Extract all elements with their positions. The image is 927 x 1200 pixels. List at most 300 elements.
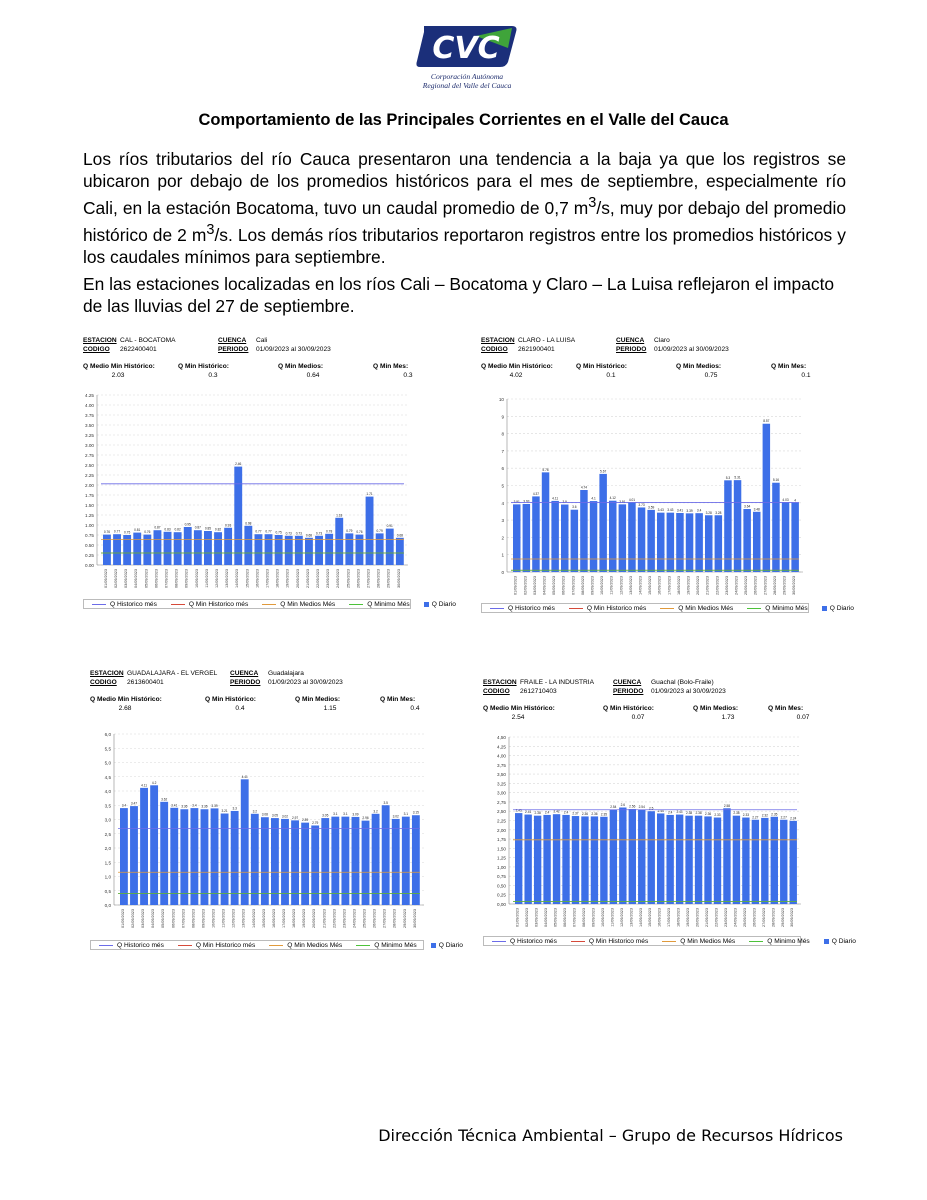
bar [542, 472, 549, 572]
x-tick-label: 18/09/2023 [292, 909, 297, 929]
legend-item [569, 605, 646, 612]
legend-item [92, 601, 157, 608]
meta-row-codigo [90, 679, 390, 688]
stat-q-min-historico [576, 363, 666, 379]
meta-value: CLARO - LA LUISA [518, 337, 576, 344]
x-tick-label: 29/09/2023 [402, 909, 407, 929]
legend-label: Q Min Medios Més [680, 937, 736, 945]
meta-value: 2612710403 [520, 688, 557, 695]
meta-label: PERIODO [218, 346, 249, 353]
bar-value-label: 3.02 [281, 814, 289, 819]
bar-value-label: 3.05 [271, 813, 279, 818]
x-tick-label: 23/09/2023 [342, 909, 347, 929]
bar [715, 515, 722, 572]
bar [791, 503, 798, 572]
x-tick-label: 03/09/2023 [141, 909, 146, 929]
x-tick-label: 05/09/2023 [144, 569, 149, 589]
bar-value-label: 2.89 [302, 818, 309, 823]
bar [402, 817, 410, 905]
y-tick-label: 0.50 [85, 543, 94, 548]
x-tick-label: 07/09/2023 [164, 569, 169, 589]
legend-item [747, 605, 808, 612]
x-tick-label: 12/09/2023 [231, 909, 236, 929]
x-tick-label: 11/09/2023 [610, 908, 615, 927]
legend-label: Q Min Historico més [188, 600, 249, 608]
bar-value-label: 3.36 [201, 804, 208, 809]
x-tick-label: 02/09/2023 [525, 908, 530, 928]
x-tick-label: 12/09/2023 [619, 576, 624, 596]
bar [591, 816, 598, 904]
x-tick-label: 08/09/2023 [174, 569, 179, 589]
station-meta [90, 670, 390, 688]
bar [752, 820, 759, 904]
meta-row-estacion [90, 670, 390, 679]
legend-swatch-line [92, 604, 106, 605]
bar [742, 818, 749, 904]
bar-value-label: 0.73 [315, 531, 323, 536]
x-tick-label: 25/09/2023 [346, 569, 351, 589]
y-tick-label: 3,0 [104, 817, 111, 823]
bar [174, 532, 182, 565]
document-title: Comportamiento de las Principales Corrientes en el Valle del Cauca [198, 111, 729, 129]
x-tick-label: 06/09/2023 [154, 569, 159, 589]
bar-value-label: 2.32 [761, 813, 768, 818]
y-tick-label: 1,5 [104, 860, 111, 866]
stat-value: 0.1 [606, 372, 616, 379]
bar-value-label: 2.36 [704, 811, 712, 816]
stat-value: 0.07 [631, 714, 645, 721]
bar-value-label: 0.77 [265, 529, 272, 534]
paragraph-2: En las estaciones localizadas en los ríos Cali – Bocatoma y Claro – La Luisa reflejaron el impacto de las lluvias del 27 de septiembre. [83, 274, 835, 316]
daily-flow-chart [483, 731, 805, 936]
bar-value-label: 0.78 [326, 529, 333, 534]
bar [724, 480, 731, 572]
bar [648, 811, 655, 904]
bar [345, 533, 353, 565]
bar [686, 513, 693, 572]
x-tick-label: 12/09/2023 [619, 908, 624, 928]
y-tick-label: 2,5 [104, 831, 111, 837]
legend-label: Q Historico més [110, 600, 157, 608]
stat-q-min-mes [373, 363, 463, 379]
x-tick-label: 06/09/2023 [171, 909, 176, 929]
x-tick-label: 14/09/2023 [235, 569, 240, 589]
meta-value: Guachal (Bolo-Fraile) [651, 679, 714, 686]
x-tick-label: 22/09/2023 [316, 569, 321, 589]
y-tick-label: 9 [501, 414, 504, 420]
bar-value-label: 3.39 [211, 803, 218, 808]
stat-label: Q Min Medios: [693, 705, 739, 712]
bar-value-label: 0.82 [174, 527, 181, 532]
bar-value-label: 3.21 [221, 809, 228, 814]
stat-q-medio-min-historico [83, 363, 173, 379]
bar [113, 534, 121, 565]
bar [581, 816, 588, 904]
bar [170, 808, 178, 905]
bar [241, 779, 249, 905]
legend-label: Q Minimo Més [767, 937, 810, 945]
y-tick-label: 2.25 [85, 473, 94, 478]
y-tick-label: 1 [501, 552, 504, 558]
stat-label: Q Medio Min Histórico: [481, 363, 553, 370]
bar [733, 816, 740, 904]
stat-label: Q Min Histórico: [603, 705, 654, 712]
stat-q-min-mes [768, 705, 858, 721]
y-tick-label: 5,0 [104, 760, 111, 766]
y-tick-label: 3,00 [497, 790, 506, 796]
station-panel-guadalajara [90, 670, 463, 955]
bar-value-label: 1.18 [336, 513, 343, 518]
bar [265, 534, 273, 565]
bar-value-label: 0.76 [356, 530, 363, 535]
y-tick-label: 7 [501, 448, 504, 454]
bar [524, 815, 531, 904]
legend-item [749, 938, 810, 945]
x-tick-label: 05/09/2023 [553, 908, 558, 928]
y-tick-label: 0.25 [85, 553, 94, 558]
y-tick-label: 1.25 [85, 513, 94, 518]
x-tick-label: 11/09/2023 [221, 909, 226, 928]
bar [271, 818, 279, 905]
x-tick-label: 10/09/2023 [600, 908, 605, 928]
bar [534, 816, 541, 904]
x-tick-label: 01/09/2023 [120, 909, 125, 929]
y-tick-label: 2,25 [497, 818, 506, 824]
stat-value: 1.73 [721, 714, 735, 721]
bar [590, 501, 597, 572]
y-tick-label: 1,0 [104, 874, 111, 880]
bar [234, 467, 242, 565]
x-tick-label: 19/09/2023 [686, 576, 691, 596]
bar-value-label: 0.79 [376, 528, 383, 533]
bar [150, 785, 158, 905]
bar [341, 817, 349, 905]
legend-swatch-line [747, 608, 761, 609]
bar-value-label: 0.73 [285, 531, 292, 536]
legend-label: Q Diario [829, 604, 854, 612]
x-tick-label: 30/09/2023 [412, 909, 417, 929]
bar-value-label: 3.41 [676, 508, 684, 513]
bar [362, 821, 370, 905]
bar-value-label: 0.76 [103, 530, 111, 535]
bar-value-label: 5.31 [734, 475, 741, 480]
x-tick-label: 23/09/2023 [326, 569, 331, 589]
bar-value-label: 3.28 [715, 510, 722, 515]
bar [285, 536, 293, 565]
x-tick-label: 22/09/2023 [715, 576, 720, 596]
legend-swatch-line [749, 941, 763, 942]
bar [190, 808, 198, 905]
x-tick-label: 21/09/2023 [705, 908, 710, 928]
bar [382, 805, 390, 905]
meta-label: ESTACION [83, 337, 117, 344]
bar-value-label: 4.2 [151, 780, 157, 785]
bar-value-label: 3.9 [562, 500, 567, 505]
x-tick-label: 15/09/2023 [261, 909, 266, 929]
y-tick-label: 3.50 [85, 423, 94, 428]
meta-label: CODIGO [90, 679, 117, 686]
legend-label: Q Historico més [510, 937, 557, 945]
stat-label: Q Min Mes: [373, 363, 409, 370]
bar [600, 817, 607, 904]
bar-value-label: 3.73 [638, 502, 645, 507]
bar [780, 820, 787, 904]
x-tick-label: 14/09/2023 [638, 908, 643, 928]
x-tick-label: 18/09/2023 [676, 576, 681, 596]
bar-value-label: 3.4 [121, 803, 127, 808]
x-tick-label: 24/09/2023 [734, 576, 739, 596]
x-tick-label: 09/09/2023 [184, 569, 189, 589]
daily-flow-chart [481, 389, 807, 619]
bar [532, 496, 539, 572]
x-tick-label: 25/09/2023 [742, 908, 747, 928]
x-tick-label: 27/09/2023 [366, 569, 371, 589]
stat-label: Q Min Medios: [676, 363, 722, 370]
bar-value-label: 2.36 [591, 811, 598, 816]
bar [301, 823, 309, 905]
legend-item [171, 601, 248, 608]
bar-value-label: 0.87 [154, 525, 161, 530]
legend-item [824, 938, 856, 945]
y-tick-label: 4,0 [104, 789, 111, 794]
stat-label: Q Min Histórico: [576, 363, 627, 370]
bar-value-label: 4.12 [609, 496, 616, 501]
bar-value-label: 0.98 [245, 521, 252, 526]
stat-value: 0.64 [306, 372, 320, 379]
x-tick-label: 28/09/2023 [772, 576, 777, 596]
y-tick-label: 3.25 [85, 433, 94, 438]
meta-label: ESTACION [90, 670, 124, 677]
legend-label: Q Diario [438, 941, 463, 949]
stat-value: 0.3 [403, 372, 413, 379]
x-tick-label: 13/09/2023 [241, 909, 246, 929]
x-tick-label: 08/09/2023 [191, 909, 196, 929]
bar [120, 808, 128, 905]
x-tick-label: 19/09/2023 [302, 909, 307, 929]
y-tick-label: 1,25 [497, 855, 506, 861]
x-tick-label: 19/09/2023 [686, 908, 691, 928]
legend-swatch-box [822, 606, 827, 611]
bar-value-label: 3.91 [513, 499, 520, 504]
legend-item [660, 605, 733, 612]
stat-label: Q Min Medios: [295, 696, 341, 703]
y-tick-label: 0,50 [497, 883, 506, 889]
bar-value-label: 0.83 [164, 527, 171, 532]
station-panel-claro [481, 337, 854, 617]
x-tick-label: 29/09/2023 [780, 908, 785, 928]
legend-label: Q Minimo Més [374, 941, 417, 949]
bar [714, 818, 721, 904]
meta-row-estacion [483, 679, 783, 688]
bar [376, 533, 384, 565]
x-tick-label: 26/09/2023 [752, 908, 757, 928]
bar [211, 808, 219, 905]
legend-swatch-line [356, 945, 370, 946]
stat-q-min-historico [603, 705, 693, 721]
y-tick-label: 3.75 [85, 413, 94, 418]
bar [761, 818, 768, 904]
y-tick-label: 0,0 [104, 903, 111, 908]
bar [763, 424, 770, 572]
bar-value-label: 3.4 [192, 803, 197, 808]
bar-value-label: 2.44 [657, 808, 664, 813]
daily-flow-chart [90, 726, 428, 940]
stat-q-medio-min-historico [483, 705, 573, 721]
legend-label: Q Minimo Més [367, 600, 410, 608]
station-meta [83, 337, 383, 355]
y-tick-label: 1,75 [497, 837, 506, 843]
chart-legend [83, 599, 456, 609]
bar [571, 510, 578, 572]
y-tick-label: 2,0 [104, 846, 111, 851]
bar-value-label: 2.97 [291, 815, 299, 820]
bar [180, 809, 188, 905]
bar [619, 808, 626, 904]
x-tick-label: 03/09/2023 [534, 908, 539, 928]
stat-label: Q Medio Min Histórico: [90, 696, 162, 703]
bar-value-label: 2.38 [695, 811, 702, 816]
legend-swatch-box [824, 939, 829, 944]
bar-value-label: 0.85 [204, 526, 212, 531]
stat-label: Q Min Histórico: [178, 363, 229, 370]
bar [325, 534, 333, 565]
x-tick-label: 29/09/2023 [782, 576, 787, 596]
stat-label: Q Min Mes: [768, 705, 804, 712]
legend-swatch-line [492, 941, 506, 942]
x-tick-label: 24/09/2023 [733, 908, 738, 928]
bar [638, 810, 645, 904]
bar [224, 528, 232, 565]
bar [647, 510, 654, 572]
stat-value: 0.75 [704, 372, 718, 379]
x-tick-label: 30/09/2023 [396, 569, 401, 589]
meta-label: CUENCA [616, 337, 645, 344]
meta-row-codigo [483, 688, 783, 697]
bar-value-label: 4.01 [628, 498, 636, 503]
bar-value-label: 0.73 [295, 531, 302, 536]
bar-value-label: 2.54 [610, 805, 617, 810]
bar [619, 504, 626, 572]
bar-value-label: 3.6 [572, 505, 577, 510]
y-tick-label: 0.00 [85, 563, 94, 568]
bar [561, 505, 568, 572]
legend-swatch-line [178, 945, 192, 946]
meta-label: PERIODO [616, 346, 647, 353]
x-tick-label: 09/09/2023 [591, 908, 596, 928]
stat-value: 4.02 [509, 372, 523, 379]
y-tick-label: 3.00 [85, 443, 94, 448]
bar [201, 809, 209, 905]
bar [723, 808, 730, 904]
bar [194, 530, 202, 565]
legend-item [356, 942, 417, 949]
legend-item [571, 938, 648, 945]
bar [599, 474, 606, 572]
stat-q-min-medios [676, 363, 766, 379]
station-stats [83, 363, 413, 381]
chart-legend [481, 603, 854, 613]
x-tick-label: 30/09/2023 [790, 908, 795, 928]
station-stats [483, 705, 810, 723]
y-tick-label: 1,50 [497, 846, 506, 852]
x-tick-label: 27/09/2023 [382, 909, 387, 929]
bar-value-label: 2.38 [534, 811, 541, 816]
station-panel-cali [83, 337, 456, 617]
bar [396, 538, 404, 565]
meta-value: Cali [256, 337, 268, 344]
bar-value-label: 3.1 [333, 812, 338, 817]
x-tick-label: 08/09/2023 [581, 908, 586, 928]
bar [311, 825, 319, 905]
bar [130, 806, 138, 905]
x-tick-label: 15/09/2023 [648, 576, 653, 596]
logo-subtitle-2: Regional del Valle del Cauca [422, 81, 512, 90]
bar-value-label: 5.3 [725, 475, 731, 480]
legend-label: Q Min Medios Més [280, 600, 336, 608]
bar-value-label: 0.82 [214, 527, 222, 532]
x-tick-label: 02/09/2023 [523, 576, 528, 596]
x-tick-label: 22/09/2023 [332, 909, 337, 929]
x-tick-label: 01/09/2023 [515, 908, 520, 928]
bar-value-label: 2.6 [620, 803, 626, 808]
bar [366, 497, 374, 565]
bar-value-label: 2.37 [572, 811, 579, 816]
y-tick-label: 4,00 [497, 753, 506, 759]
bar-value-label: 5.67 [600, 469, 607, 474]
bar-value-label: 3.43 [657, 508, 664, 513]
legend-label: Q Diario [831, 937, 856, 945]
stat-q-min-mes [380, 696, 470, 712]
bar-value-label: 4.11 [141, 783, 148, 788]
station-stats [481, 363, 811, 381]
meta-value: 2621900401 [518, 346, 555, 353]
x-tick-label: 14/09/2023 [251, 909, 256, 929]
bar-value-label: 2.96 [362, 816, 369, 821]
bar-value-label: 2.38 [733, 811, 740, 816]
bar [133, 533, 141, 565]
bar-value-label: 4.37 [532, 491, 540, 496]
bar-value-label: 2.5 [649, 806, 654, 811]
bar-value-label: 2.45 [515, 808, 522, 813]
y-tick-label: 6 [501, 466, 504, 472]
x-tick-label: 18/09/2023 [275, 569, 280, 589]
x-tick-label: 28/09/2023 [771, 908, 776, 928]
meta-value: 01/09/2023 al 30/09/2023 [256, 346, 331, 353]
legend-swatch-line [569, 608, 583, 609]
bar-value-label: 2.54 [638, 805, 645, 810]
bar [685, 816, 692, 904]
bar-value-label: 3.1 [343, 812, 348, 817]
y-tick-label: 1.00 [85, 523, 94, 528]
meta-value: GUADALAJARA - EL VERGEL [127, 670, 218, 677]
bar-value-label: 1.71 [366, 492, 373, 497]
station-meta [481, 337, 781, 355]
bar [695, 513, 702, 572]
stat-value: 2.54 [511, 714, 525, 721]
legend-label: Q Historico més [117, 941, 164, 949]
bar-value-label: 0.68 [396, 533, 403, 538]
bar [513, 504, 520, 572]
stat-value: 0.4 [410, 705, 420, 712]
x-tick-label: 24/09/2023 [336, 569, 341, 589]
bar-value-label: 3.4 [696, 508, 702, 513]
x-tick-label: 07/09/2023 [572, 908, 577, 928]
x-tick-label: 16/09/2023 [255, 569, 260, 589]
bar [204, 531, 212, 565]
x-tick-label: 10/09/2023 [194, 569, 199, 589]
meta-value: 2613600401 [127, 679, 164, 686]
bar [291, 820, 299, 905]
